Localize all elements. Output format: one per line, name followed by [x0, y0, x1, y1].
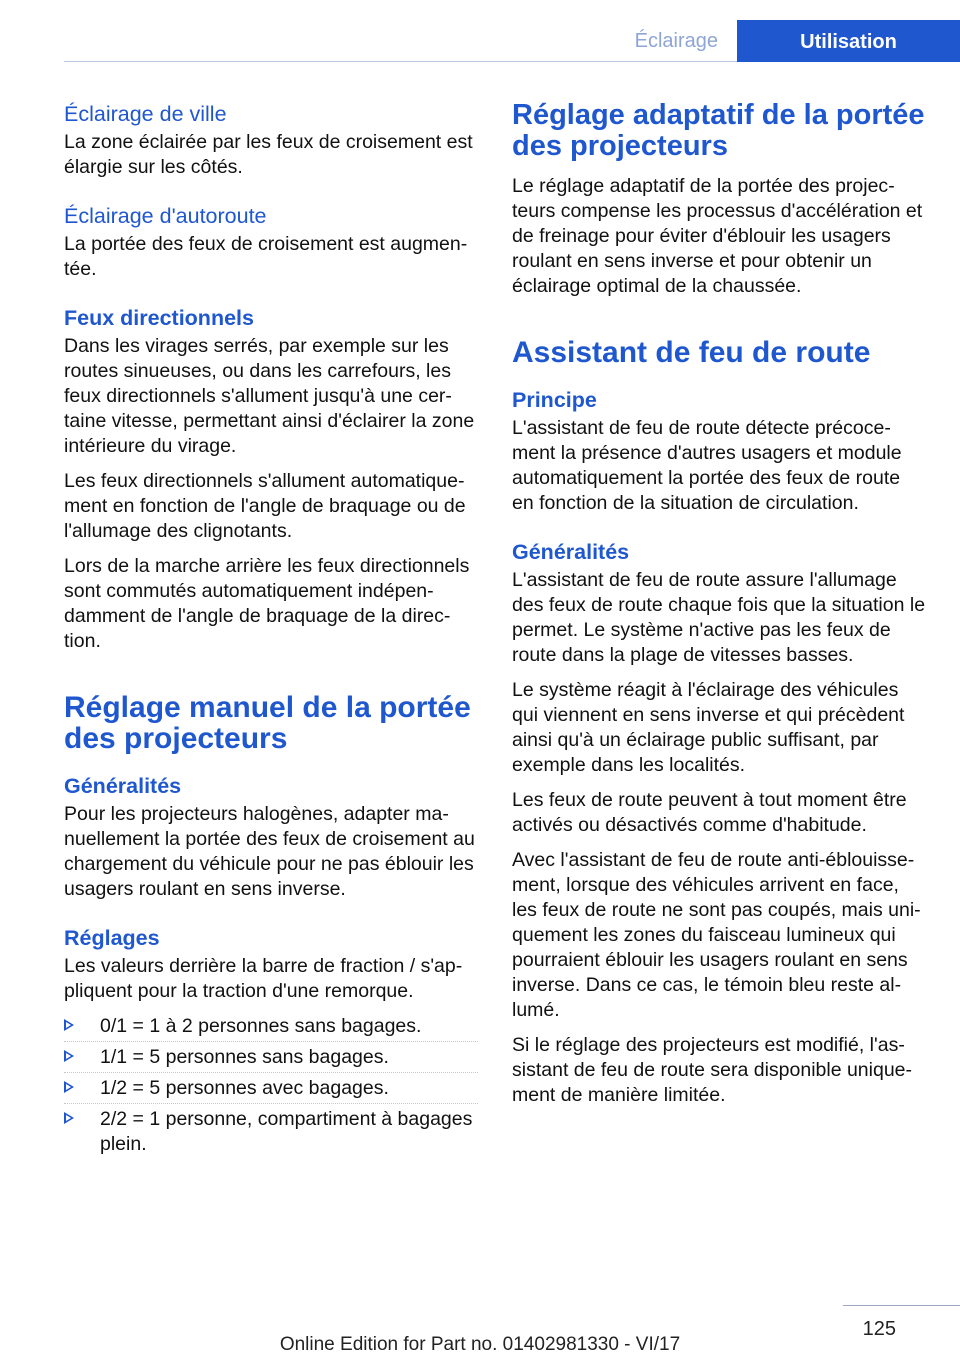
heading-manual-range: Réglage manuel de la portée des projecteurs	[64, 691, 471, 755]
list-item: 1/1 = 5 personnes sans bagages.	[64, 1045, 478, 1070]
assistant-general-text-5: Si le réglage des projecteurs est modifié, l'assistant de feu de route sera disponible uniquement de manière limitée.	[512, 1034, 913, 1106]
adaptive-range-text: Le réglage adaptatif de la portée des projecteurs compense les processus d'accélération et de freinage pour éviter d'éblouir les usagers roulant en sens inverse et pour obtenir un éclairage optimal de la chaussée.	[512, 175, 923, 297]
page-number: 125	[862, 1318, 896, 1340]
page-header	[64, 0, 960, 62]
triangle-bullet-icon	[64, 1112, 74, 1124]
highway-lighting-text: La portée des feux de croisement est augmentée.	[64, 233, 468, 280]
triangle-bullet-icon	[64, 1019, 74, 1031]
heading-assistant-general: Généralités	[512, 540, 630, 564]
settings-text: Les valeurs derrière la barre de fraction / s'appliquent pour la traction d'une remorque.	[64, 955, 463, 1002]
list-item: 0/1 = 1 à 2 personnes sans bagages.	[64, 1014, 478, 1039]
heading-city-lighting: Éclairage de ville	[64, 102, 227, 126]
cornering-text-3: Lors de la marche arrière les feux directionnels sont commutés automatiquement indépendamment de l'angle de braquage de la direction.	[64, 555, 470, 652]
triangle-bullet-icon	[64, 1050, 74, 1062]
list-item: 1/2 = 5 personnes avec bagages.	[64, 1076, 478, 1101]
header-section-title: Éclairage	[634, 30, 718, 52]
cornering-text-2: Les feux directionnels s'allument automatiquement en fonction de l'angle de braquage ou de l'allumage des clignotants.	[64, 470, 466, 542]
triangle-bullet-icon	[64, 1081, 74, 1093]
cornering-text-1: Dans les virages serrés, par exemple sur les routes sinueuses, ou dans les carrefours, les feux directionnels s'allument jusqu'à une certaine vitesse, permettant ainsi d'éclairer la zone intérieure du virage.	[64, 335, 475, 457]
heading-cornering-lights: Feux directionnels	[64, 306, 254, 330]
heading-highway-lighting: Éclairage d'autoroute	[64, 204, 267, 228]
heading-settings: Réglages	[64, 926, 160, 950]
city-lighting-text: La zone éclairée par les feux de croisement est élargie sur les côtés.	[64, 131, 473, 178]
heading-high-beam-assistant: Assistant de feu de route	[512, 336, 871, 369]
manual-general-text: Pour les projecteurs halogènes, adapter manuellement la portée des feux de croisement au chargement du véhicule pour ne pas éblouir les usagers roulant en sens inverse.	[64, 803, 475, 900]
heading-manual-general: Généralités	[64, 774, 182, 798]
settings-list	[64, 1014, 478, 1157]
list-item: 2/2 = 1 personne, compartiment à bagages plein.	[64, 1107, 478, 1157]
assistant-general-text-2: Le système réagit à l'éclairage des véhicules qui viennent en sens inverse et qui précèdent ainsi qu'à un éclairage public suffisant, par exemple dans les localités.	[512, 679, 905, 776]
right-column	[512, 100, 926, 1118]
heading-adaptive-range: Réglage adaptatif de la portée des projecteurs	[512, 99, 925, 162]
footer-edition: Online Edition for Part no. 01402981330 - VI/17	[279, 1334, 681, 1355]
assistant-general-text-4: Avec l'assistant de feu de route anti-éblouissement, lorsque des véhicules arrivent en face, les feux de route ne sont pas coupés, mais uniquement les zones du faisceau lumineux qui pourraient éblouir les usagers roulant en sens inverse. Dans ce cas, le témoin bleu reste allumé.	[512, 849, 921, 1021]
header-chapter-tab: Utilisation	[737, 20, 960, 62]
assistant-general-text-3: Les feux de route peuvent à tout moment être activés ou désactivés comme d'habitude.	[512, 789, 907, 836]
left-column	[64, 100, 478, 1163]
assistant-general-text-1: L'assistant de feu de route assure l'allumage des feux de route chaque fois que la situation le permet. Le système n'active pas les feux de route dans la plage de vitesses basses.	[512, 569, 926, 666]
principle-text: L'assistant de feu de route détecte précocement la présence d'autres usagers et module automatiquement la portée des feux de route en fonction de la situation de circulation.	[512, 417, 902, 514]
footer-rule	[843, 1305, 960, 1306]
heading-principle: Principe	[512, 388, 597, 412]
